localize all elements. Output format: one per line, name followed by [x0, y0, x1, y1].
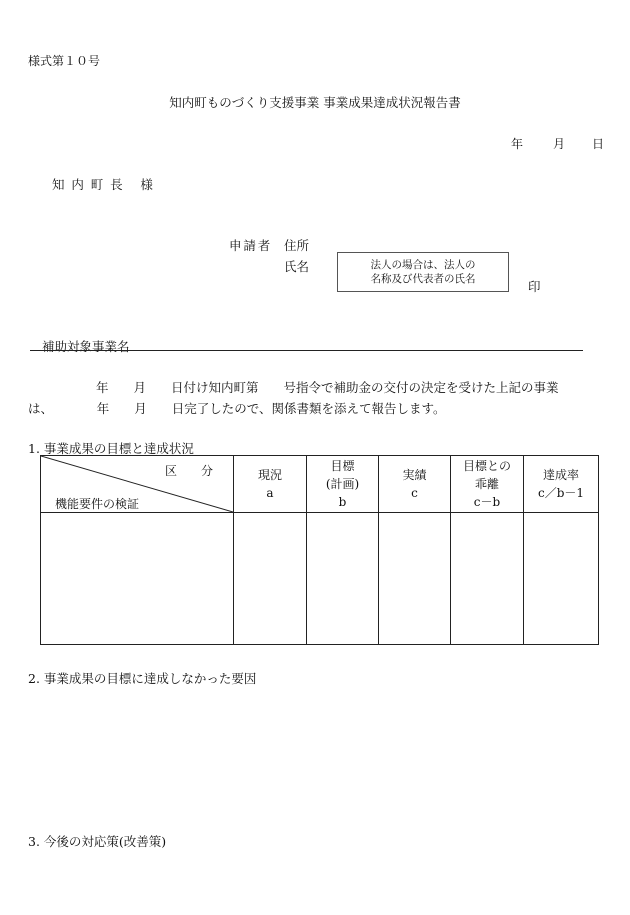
address-label: 住所 [284, 238, 310, 253]
project-name-underline [30, 350, 583, 351]
project-name-label: 補助対象事業名 [42, 339, 130, 354]
table-cell-target[interactable] [307, 513, 379, 645]
date-day-label: 日 [592, 137, 605, 151]
report-body-line-2: は、 年 月 日完了したので、関係書類を添えて報告します。 [28, 401, 446, 416]
column-header-target [307, 456, 379, 513]
corporate-name-note-box [337, 252, 509, 292]
name-label: 氏名 [284, 259, 310, 274]
column-header-achievement-rate [524, 456, 599, 513]
seal-mark: 印 [528, 279, 541, 294]
note-line-2: 名称及び代表者の氏名 [370, 273, 476, 285]
table-header-row [41, 456, 599, 513]
table-cell-current[interactable] [234, 513, 307, 645]
column-header-line: 現況 [257, 468, 282, 482]
column-header-line: 目標との [462, 459, 511, 473]
note-line-1: 法人の場合は、法人の [370, 259, 476, 271]
section-1-heading: 1. 事業成果の目標と達成状況 [28, 441, 194, 456]
column-header-line: c－b [473, 495, 501, 509]
corner-bottom-label: 機能要件の検証 [55, 497, 140, 511]
table-cell-item[interactable] [41, 513, 234, 645]
table-cell-deviation[interactable] [451, 513, 524, 645]
column-header-line: (計画) [325, 477, 360, 491]
column-header-line: 目標 [330, 459, 355, 473]
column-header-deviation [451, 456, 524, 513]
date-month-label: 月 [553, 137, 566, 151]
corner-top-label: 区 分 [164, 464, 213, 478]
document-title: 知内町ものづくり支援事業 事業成果達成状況報告書 [169, 95, 461, 110]
table-corner-cell [41, 456, 234, 513]
report-body-line-1: 年 月 日付け知内町第 号指令で補助金の交付の決定を受けた上記の事業 [96, 380, 559, 395]
column-header-line: c／b－1 [537, 486, 585, 500]
table-row [41, 513, 599, 645]
results-table [40, 455, 599, 645]
column-header-line: a [266, 486, 274, 500]
form-number: 様式第１０号 [28, 54, 101, 68]
table-cell-achievement-rate[interactable] [524, 513, 599, 645]
column-header-line: c [411, 486, 418, 500]
table-cell-actual[interactable] [379, 513, 451, 645]
column-header-line: 達成率 [542, 468, 579, 482]
section-2-heading: 2. 事業成果の目標に達成しなかった要因 [28, 671, 257, 686]
column-header-line: 実績 [402, 468, 427, 482]
column-header-actual [379, 456, 451, 513]
column-header-line: b [338, 495, 347, 509]
column-header-current [234, 456, 307, 513]
column-header-line: 乖離 [474, 477, 499, 491]
section-3-heading: 3. 今後の対応策(改善策) [28, 834, 167, 849]
applicant-label: 申請者 [229, 238, 273, 253]
addressee: 知内町長 様 [52, 177, 160, 192]
date-year-label: 年 [511, 137, 524, 151]
